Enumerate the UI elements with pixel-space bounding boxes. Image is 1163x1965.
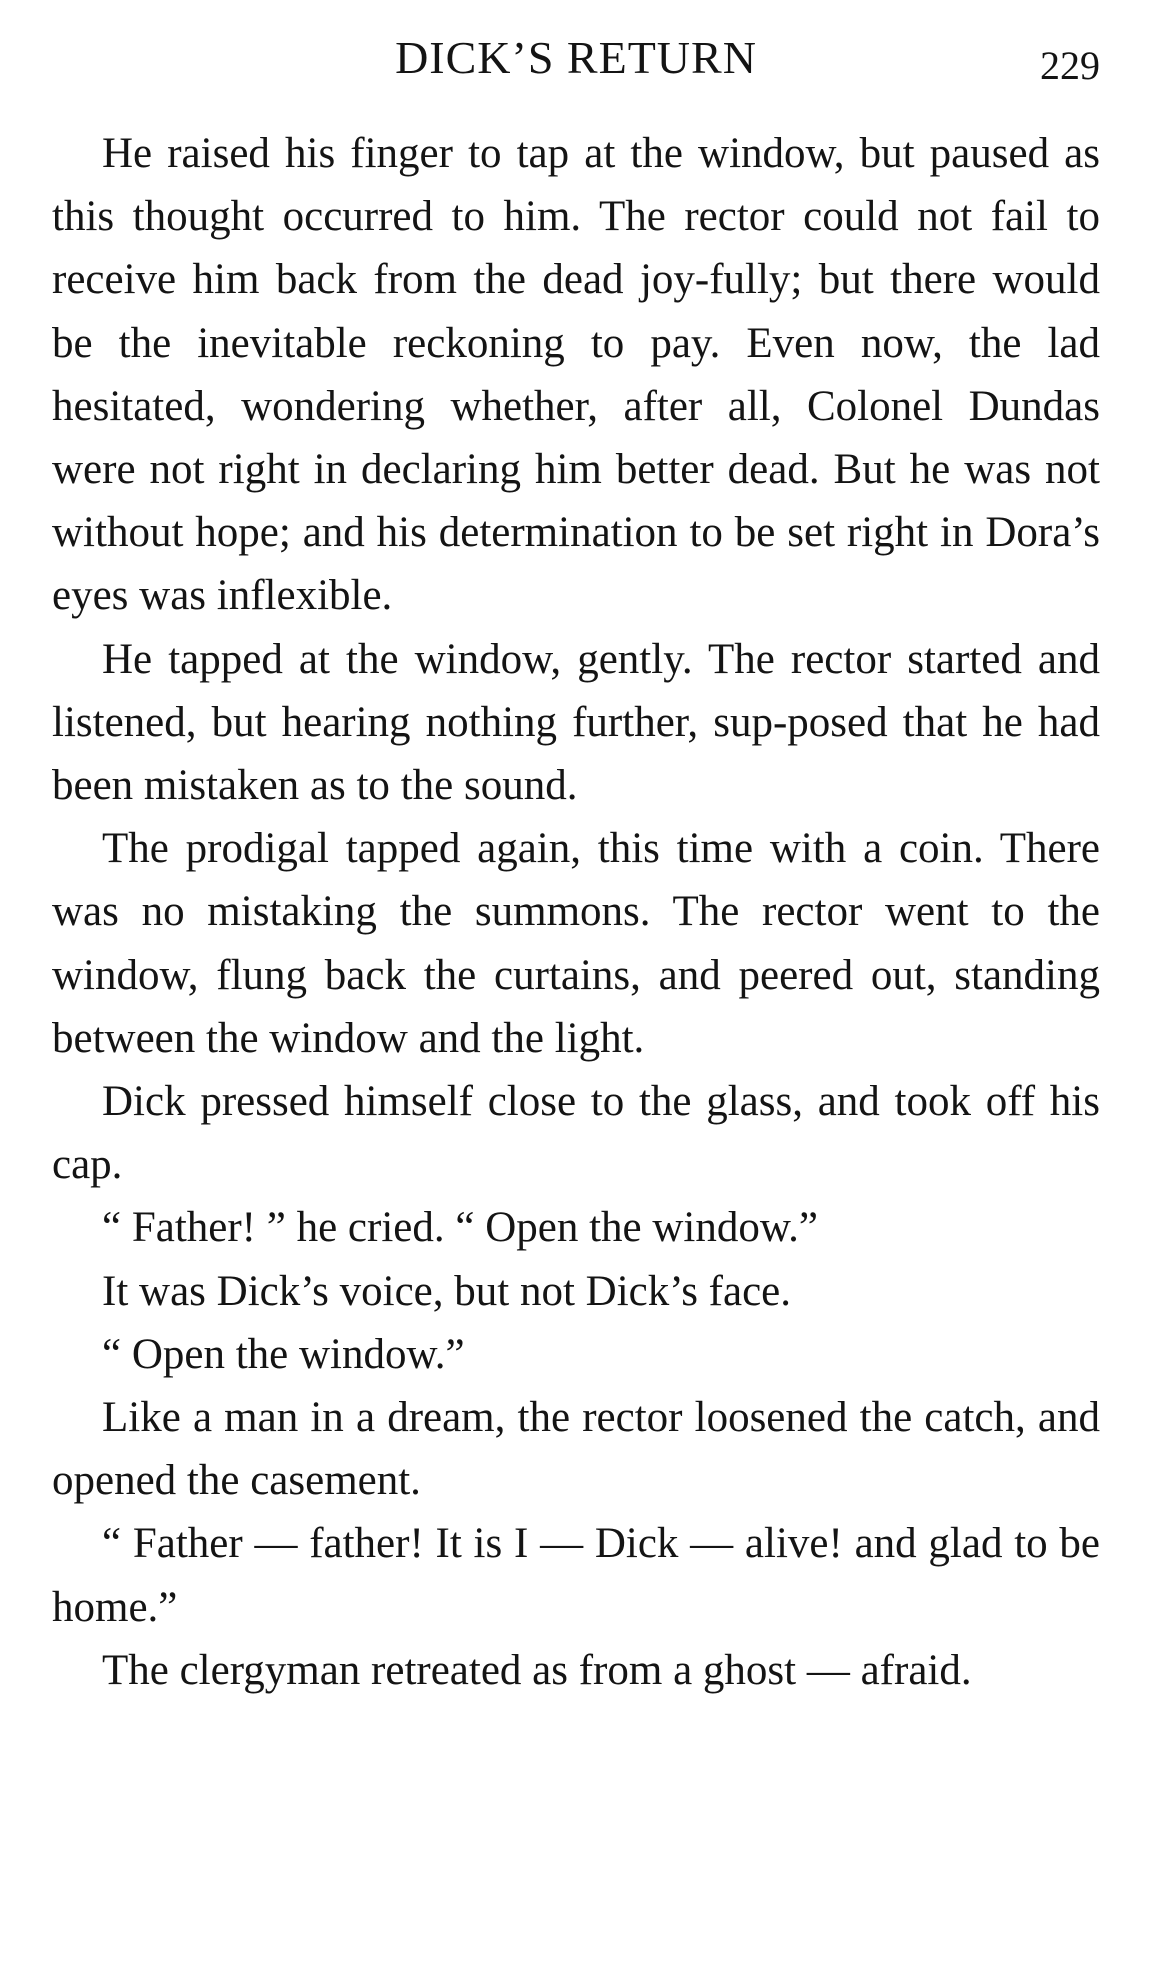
paragraph: Like a man in a dream, the rector loosened the catch, and opened the casement. (52, 1394, 1100, 1505)
paragraph: Dick pressed himself close to the glass, and took off his cap. (52, 1078, 1100, 1189)
paragraph: He tapped at the window, gently. The rector started and listened, but hearing nothing further, sup-posed that he had been mistaken as to the sound. (52, 635, 1100, 810)
paragraph: “ Father! ” he cried. “ Open the window.” (102, 1204, 818, 1252)
page-body (52, 122, 1100, 1702)
paragraph: “ Open the window.” (102, 1330, 465, 1378)
running-title: DICK’S RETURN (395, 32, 757, 83)
paragraph: It was Dick’s voice, but not Dick’s face. (102, 1267, 792, 1315)
paragraph: He raised his finger to tap at the window, but paused as this thought occurred to him. The rector could not fail to receive him back from the dead joy-fully; but there would be the inevitable reckoning to pay. Even now, the lad hesitated, wondering whether, after all, Colonel Dundas were not right in declaring him better dead. But he was not without hope; and his determination to be set right in Dora’s eyes was inflexible. (52, 130, 1100, 620)
page-number: 229 (1040, 43, 1100, 88)
paragraph: The prodigal tapped again, this time with a coin. There was no mistaking the summons. The rector went to the window, flung back the curtains, and peered out, standing between the window and the light. (52, 825, 1100, 1062)
page-header (52, 28, 1100, 98)
paragraph: “ Father — father! It is I — Dick — alive! and glad to be home.” (52, 1520, 1100, 1631)
paragraph: The clergyman retreated as from a ghost — afraid. (102, 1646, 972, 1694)
